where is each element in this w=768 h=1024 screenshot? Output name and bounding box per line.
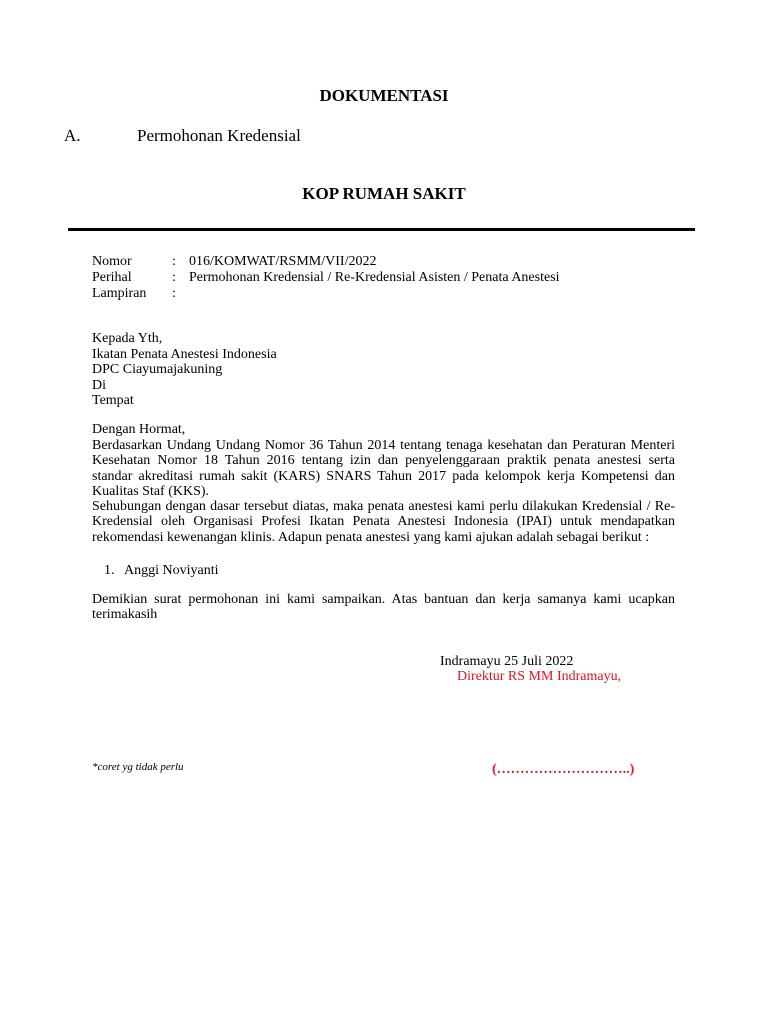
meta-colon: : bbox=[172, 286, 176, 301]
section-title: Permohonan Kredensial bbox=[137, 126, 301, 145]
list-item bbox=[104, 563, 219, 579]
meta-label: Perihal bbox=[92, 270, 132, 285]
meta-row-nomor bbox=[92, 254, 376, 270]
salutation: Dengan Hormat, bbox=[92, 422, 186, 437]
footnote: *coret yg tidak perlu bbox=[92, 761, 184, 773]
meta-row-perihal bbox=[92, 270, 560, 286]
body-paragraph: Sehubungan dengan dasar tersebut diatas, maka penata anestesi kami perlu dilakukan Kredensial / Re-Kredensial oleh Organisasi Profesi Ikatan Penata Anestesi Indonesia (IPAI) untuk mendapatkan rekomendasi kewenangan klinis. Adapun penata anestesi yang kami ajukan adalah sebagai berikut : bbox=[92, 499, 675, 545]
letterhead-rule bbox=[68, 228, 695, 231]
signatory-position: Direktur RS MM Indramayu, bbox=[457, 669, 622, 684]
recipient-line: Tempat bbox=[92, 393, 134, 408]
body-paragraph: Berdasarkan Undang Undang Nomor 36 Tahun 2014 tentang tenaga kesehatan dan Peraturan Menteri Kesehatan Nomor 18 Tahun 2016 tentang izin dan penyelenggaraan praktik penata anestesi serta standar akreditasi rumah sakit (KARS) SNARS Tahun 2017 pada kelompok kerja Kompetensi dan Kualitas Staf (KKS). bbox=[92, 438, 675, 499]
recipient-line: Ikatan Penata Anestesi Indonesia bbox=[92, 347, 277, 362]
meta-value: Permohonan Kredensial / Re-Kredensial Asisten / Penata Anestesi bbox=[189, 270, 560, 285]
meta-label: Lampiran bbox=[92, 286, 147, 301]
list-number: 1. bbox=[104, 563, 115, 578]
meta-row-lampiran bbox=[92, 286, 189, 302]
recipient-line: Kepada Yth, bbox=[92, 331, 163, 346]
letterhead-title: KOP RUMAH SAKIT bbox=[302, 184, 466, 203]
recipient-line: DPC Ciayumajakuning bbox=[92, 362, 223, 377]
section-letter: A. bbox=[64, 126, 81, 145]
meta-colon: : bbox=[172, 270, 176, 285]
meta-label: Nomor bbox=[92, 254, 132, 269]
recipient-line: Di bbox=[92, 378, 106, 393]
place-date: Indramayu 25 Juli 2022 bbox=[440, 654, 574, 669]
document-title: DOKUMENTASI bbox=[319, 86, 449, 105]
list-name: Anggi Noviyanti bbox=[124, 563, 219, 578]
meta-value: 016/KOMWAT/RSMM/VII/2022 bbox=[189, 254, 377, 269]
meta-colon: : bbox=[172, 254, 176, 269]
closing-paragraph: Demikian surat permohonan ini kami sampaikan. Atas bantuan dan kerja samanya kami ucapkan terimakasih bbox=[92, 592, 675, 623]
signature-line: (………………………..) bbox=[492, 762, 635, 777]
